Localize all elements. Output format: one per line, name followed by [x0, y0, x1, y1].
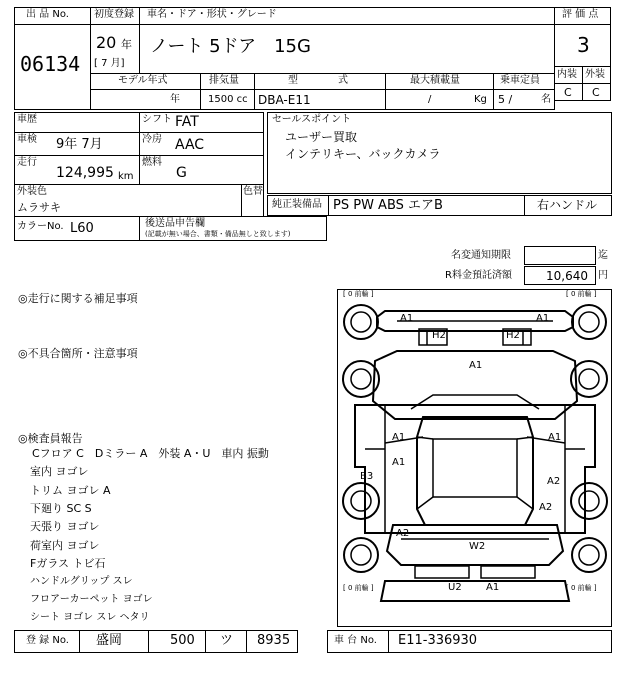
shift-label: シフト: [142, 114, 172, 125]
inspector-line: Cフロア C Dミラー A 外装 A・U 車内 振動: [32, 447, 269, 460]
inspector-line: 天張り ヨゴレ: [30, 520, 100, 533]
damage-code: A1: [392, 432, 406, 443]
sales-point-line: インテリキー、バックカメラ: [285, 147, 441, 161]
recycle-unit: 円: [598, 270, 608, 281]
color-no: L60: [70, 221, 94, 236]
rear-bumper: [381, 581, 569, 601]
color-label: 外装色: [17, 186, 47, 197]
fuel: G: [176, 165, 187, 181]
equipment-items: PS PW ABS エアB: [333, 198, 443, 213]
lot-label: 出 品 No.: [26, 9, 69, 20]
inspector-line: フロアーカーペット ヨゴレ: [30, 594, 153, 605]
aftermarket-label: 後送品申告欄: [145, 218, 205, 229]
reg-number: 8935: [257, 633, 291, 648]
lot-number: 06134: [20, 52, 81, 76]
corner-label: [ 0 前輪 ]: [343, 290, 374, 298]
inspection: 9年 7月: [56, 137, 103, 152]
first-reg-label: 初度登録: [94, 9, 134, 20]
mileage-unit: km: [118, 171, 134, 182]
reg-label: 登 録 No.: [26, 635, 69, 646]
damage-code: A1: [469, 360, 483, 371]
first-reg-year-unit: 年: [121, 38, 132, 51]
driving-notes-label: ◎走行に関する補足事項: [18, 292, 138, 305]
name-change-label: 名変通知期限: [451, 250, 511, 261]
inspector-label: ◎検査員報告: [18, 432, 83, 445]
chassis-number: E11-336930: [398, 633, 478, 648]
mileage-label: 走行: [17, 157, 37, 168]
capacity-unit: 名: [541, 94, 551, 105]
displacement: 1500 cc: [208, 94, 248, 105]
color: ムラサキ: [17, 201, 61, 214]
equipment-label: 純正装備品: [272, 199, 322, 210]
damage-code: A1: [392, 457, 406, 468]
rear-left-wheel: [344, 538, 378, 572]
damage-code: A1: [400, 313, 414, 324]
damage-code: B3: [360, 471, 374, 482]
capacity: 5 /: [498, 93, 513, 106]
ac: AAC: [175, 137, 205, 153]
damage-code: A1: [486, 582, 500, 593]
color-no-label: カラーNo.: [17, 221, 64, 232]
model: DBA-E11: [258, 93, 311, 107]
damage-code: W2: [469, 541, 486, 552]
reg-area: 盛岡: [96, 633, 123, 648]
corner-label: [ 0 前輪 ]: [343, 584, 374, 592]
front-right-wheel: [572, 305, 606, 339]
history-label: 車歴: [17, 114, 37, 125]
front-left-wheel: [344, 305, 378, 339]
damage-code: A2: [396, 528, 410, 539]
interior-label: 内装: [557, 69, 577, 80]
damage-code: A2: [547, 476, 561, 487]
damage-code: A1: [548, 432, 562, 443]
reg-kana: ツ: [220, 633, 234, 648]
body-outline: [355, 405, 595, 533]
corner-label: [ 0 前輪 ]: [566, 584, 597, 592]
ac-label: 冷房: [142, 134, 162, 145]
first-reg-year: 20: [96, 33, 117, 52]
inspector-line: Fガラス トビ石: [30, 557, 106, 570]
damage-code: H2: [506, 330, 520, 341]
exterior-score: C: [592, 86, 600, 99]
shift: FAT: [175, 114, 199, 130]
inspector-line: トリム ヨゴレ A: [30, 484, 111, 497]
damage-code: A1: [536, 313, 550, 324]
interior-score: C: [564, 86, 572, 99]
score: 3: [577, 33, 590, 57]
inspector-line: 室内 ヨゴレ: [30, 465, 89, 478]
rear-right-wheel: [572, 538, 606, 572]
mileage: 124,995: [56, 165, 114, 181]
car-name: ノート 5ドア 15G: [150, 36, 311, 57]
corner-label: [ 0 前輪 ]: [566, 290, 597, 298]
recycle-amount: 10,640: [546, 269, 588, 283]
name-change-box: [524, 246, 596, 265]
first-reg-month: [ 7 月]: [94, 58, 125, 69]
damage-code: H2: [432, 330, 446, 341]
steering: 右ハンドル: [537, 198, 598, 212]
damage-code: A2: [539, 502, 553, 513]
score-label: 評 価 点: [562, 9, 599, 20]
inspector-line: 下廻り SC S: [30, 502, 92, 515]
recycle-label: R料金預託済額: [445, 270, 512, 281]
sales-point-line: ユーザー買取: [285, 130, 358, 144]
max-load-label: 最大積載量: [410, 75, 460, 86]
model-label: 型 式: [288, 75, 348, 86]
displacement-label: 排気量: [209, 75, 239, 86]
defects-label: ◎不具合箇所・注意事項: [18, 347, 138, 360]
max-load-sep: /: [428, 94, 432, 105]
color-change-label: 色替: [243, 186, 263, 197]
fuel-label: 燃料: [142, 157, 162, 168]
name-change-unit: 迄: [598, 250, 608, 261]
inspector-line: 荷室内 ヨゴレ: [30, 539, 100, 552]
inspection-label: 車検: [17, 134, 37, 145]
reg-class: 500: [170, 633, 195, 648]
damage-code: U2: [448, 582, 462, 593]
max-load-unit: Kg: [474, 94, 487, 105]
sales-points-label: セールスポイント: [272, 114, 352, 125]
exterior-label: 外装: [585, 69, 605, 80]
aftermarket-note: (記載が無い場合、書類・備品無しと致します): [145, 230, 291, 238]
inspector-line: ハンドルグリップ スレ: [30, 576, 133, 587]
inspector-line: シート ヨゴレ スレ ヘタリ: [30, 612, 150, 623]
capacity-label: 乗車定員: [500, 75, 540, 86]
car-diagram: [337, 289, 612, 627]
model-year-unit: 年: [170, 94, 180, 105]
model-year-label: モデル年式: [118, 75, 168, 86]
cabin: [417, 417, 533, 525]
chassis-label: 車 台 No.: [334, 635, 377, 646]
car-name-label: 車名・ドア・形状・グレード: [147, 9, 277, 20]
